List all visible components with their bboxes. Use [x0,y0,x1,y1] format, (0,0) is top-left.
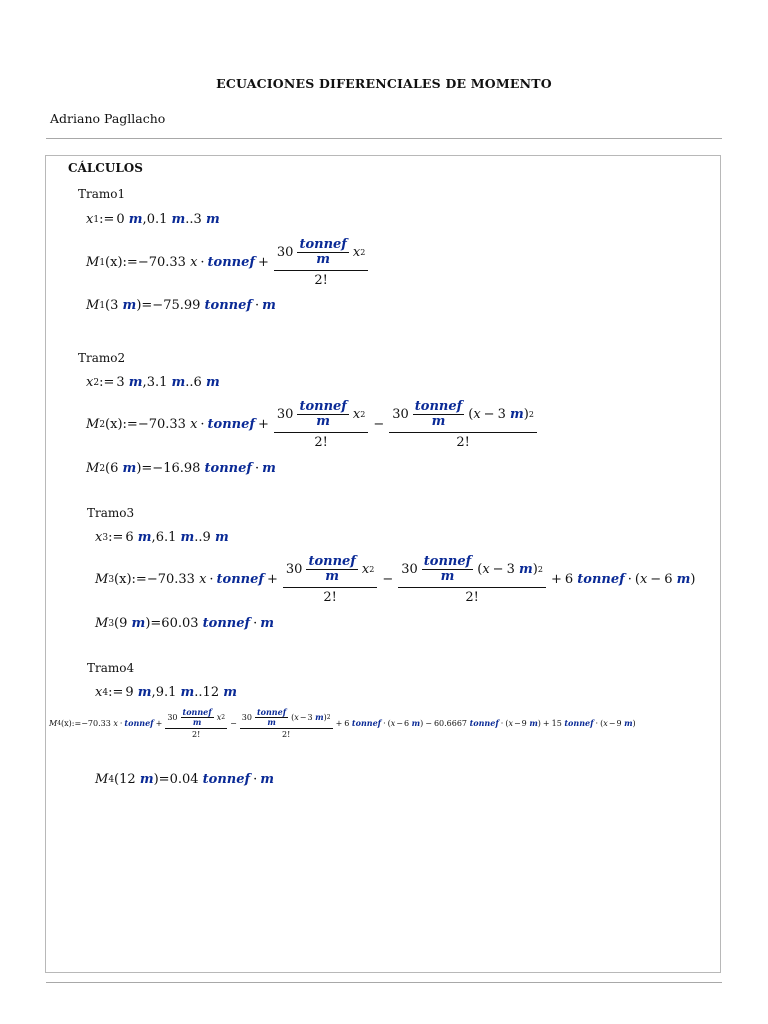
header-divider [46,138,722,139]
moment-equation: M 2 (x) := −70.33 x · tonnef + 30 tonnef m x 2 2! − 30 tonnef m ( x − 3 m ) 2 2! [86,400,539,450]
moment-equation: M 4 (x) := −70.33 x · tonnef + 30 tonnef m x 2 2! − 30 tonnef m ( x − 3 m ) 2 2! + 6 tonnef · ( x − 6 m ) − 60.6667 tonnef · ( x − 9 m ) + 15 tonnef · ( x − 9 m ) [49,707,636,739]
distributed-load-fraction: 30 tonnef m x 2 2! [283,555,377,605]
distributed-load-fraction: 30 tonnef m x 2 2! [274,238,368,288]
moment-equation: M 1 (x) := −70.33 x · tonnef + 30 tonnef m x 2 2! [86,238,370,288]
distributed-load-fraction: 30 tonnef m x 2 2! [167,707,226,739]
range-definition: x 4 := 9 m , 9.1 m .. 12 m [95,685,237,700]
shifted-load-fraction: 30 tonnef m ( x − 3 m ) 2 2! [398,555,546,605]
section-heading: CÁLCULOS [68,161,143,175]
moment-result: M 4 ( 12 m ) = 0.04 tonnef · m [95,772,275,787]
range-definition: x 2 := 3 m , 3.1 m .. 6 m [86,375,220,390]
moment-equation: M 3 (x) := −70.33 x · tonnef + 30 tonnef m x 2 2! − 30 tonnef m ( x − 3 m ) 2 2! + 6 tonnef · ( x − 6 m ) [95,554,696,605]
tramo-label: Tramo2 [78,351,126,365]
moment-result: M 1 ( 3 m ) = −75.99 tonnef · m [86,298,276,313]
distributed-load-fraction: 30 tonnef m x 2 2! [274,400,368,450]
tramo-label: Tramo1 [78,187,126,201]
author-name: Adriano Pagllacho [50,111,166,126]
document-title: ECUACIONES DIFERENCIALES DE MOMENTO [216,76,552,91]
tramo-label: Tramo3 [87,506,135,520]
moment-result: M 2 ( 6 m ) = −16.98 tonnef · m [86,461,276,476]
tramo-label: Tramo4 [87,661,135,675]
moment-result: M 3 ( 9 m ) = 60.03 tonnef · m [95,616,275,631]
shifted-load-fraction: 30 tonnef m ( x − 3 m ) 2 2! [389,400,537,450]
footer-divider [46,982,722,983]
shifted-load-fraction: 30 tonnef m ( x − 3 m ) 2 2! [241,707,331,739]
range-definition: x 1 := 0 m , 0.1 m .. 3 m [86,212,220,227]
range-definition: x 3 := 6 m , 6.1 m .. 9 m [95,530,229,545]
